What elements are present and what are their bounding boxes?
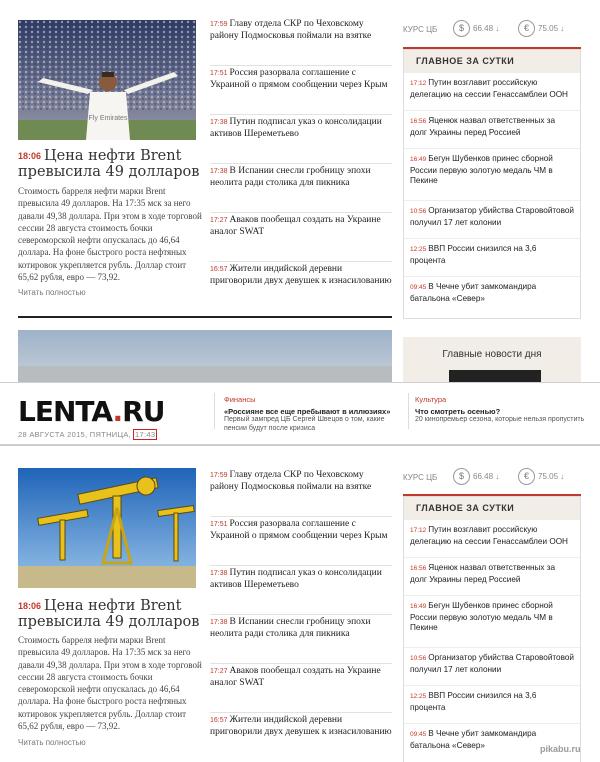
day-time: 17:12: [410, 527, 427, 534]
euro-icon: €: [518, 20, 535, 37]
day-item[interactable]: [404, 723, 580, 761]
logo-main: LENTA: [18, 395, 113, 428]
main-news-box[interactable]: [403, 337, 581, 382]
news-text[interactable]: В Испании снесли гробницу эпохи неолита ради столика для пикника: [210, 617, 371, 639]
day-time: 16:49: [410, 603, 427, 610]
exchange-rates: [403, 20, 583, 40]
pikabu-watermark: pikabu.ru: [540, 744, 581, 754]
bottom-panel: [0, 445, 600, 762]
site-logo[interactable]: [18, 395, 164, 428]
football-photo-image: [18, 20, 196, 140]
day-item[interactable]: [404, 110, 580, 148]
day-item[interactable]: [404, 685, 580, 723]
read-more-link[interactable]: Читать полностью: [18, 288, 86, 297]
feature-photo-oil-pumps[interactable]: [18, 468, 196, 588]
header-divider: [214, 393, 215, 429]
news-time: 17:38: [210, 570, 228, 577]
news-item[interactable]: [210, 566, 392, 615]
news-text[interactable]: Россия разорвала соглашение с Украиной о прямом сообщении через Крым: [210, 68, 388, 90]
day-text[interactable]: Бегун Шубенков принес сборной России первую золотую медаль ЧМ в Пекине: [410, 601, 553, 632]
news-item[interactable]: [210, 115, 392, 164]
euro-icon: €: [518, 468, 535, 485]
news-item[interactable]: [210, 213, 392, 262]
feature-title-text[interactable]: Цена нефти Brent превысила 49 долларов: [18, 598, 200, 630]
feature-headline[interactable]: [18, 148, 203, 180]
logo-tld: RU: [122, 395, 165, 428]
usd-rate: 66.48 ↓: [473, 24, 500, 33]
day-text[interactable]: В Чечне убит замкомандира батальона «Север»: [410, 282, 537, 303]
news-time: 17:51: [210, 521, 228, 528]
read-more-link[interactable]: Читать полностью: [18, 738, 86, 747]
news-time: 17:27: [210, 217, 228, 224]
day-text[interactable]: В Чечне убит замкомандира батальона «Север»: [410, 729, 537, 750]
day-time: 12:25: [410, 246, 427, 253]
promo-title[interactable]: «Россияне все еще пребывают в иллюзиях»: [224, 407, 391, 416]
day-time: 16:49: [410, 156, 427, 163]
news-text[interactable]: В Испании снесли гробницу эпохи неолита ради столика для пикника: [210, 166, 371, 188]
news-text[interactable]: Жители индийской деревни приговорили двух девушек к изнасилованию: [210, 715, 392, 737]
news-time: 17:27: [210, 668, 228, 675]
logo-dot: .: [112, 395, 123, 428]
news-list: [210, 468, 392, 762]
day-summary-heading: ГЛАВНОЕ ЗА СУТКИ: [404, 50, 580, 72]
feature-headline[interactable]: [18, 598, 203, 630]
date-text: 28 АВГУСТА 2015, ПЯТНИЦА,: [18, 430, 132, 439]
promo-title[interactable]: Что смотреть осенью?: [415, 407, 501, 416]
day-text[interactable]: Путин возглавит российскую делегацию на сессии Генассамблеи ООН: [410, 78, 568, 99]
day-time: 10:56: [410, 655, 427, 662]
day-text[interactable]: Организатор убийства Старовойтовой получил 17 лет колонии: [410, 206, 574, 227]
day-item[interactable]: [404, 276, 580, 314]
eur-rate: 75.05 ↓: [538, 24, 565, 33]
day-text[interactable]: Яценюк назвал ответственных за долг Украины перед Россией: [410, 563, 556, 584]
news-time: 17:38: [210, 119, 228, 126]
day-item[interactable]: [404, 647, 580, 685]
usd-rate: 66.48 ↓: [473, 472, 500, 481]
feature-time: 18:06: [18, 151, 42, 161]
day-item[interactable]: [404, 595, 580, 647]
main-news-subscribe-button[interactable]: [449, 370, 541, 382]
day-item[interactable]: [404, 200, 580, 238]
news-item[interactable]: [210, 468, 392, 517]
promo-desc: Первый зампред ЦБ Сергей Швецов о том, какие пенсии будут после кризиса: [224, 416, 385, 432]
day-time: 12:25: [410, 693, 427, 700]
day-text[interactable]: Яценюк назвал ответственных за долг Украины перед Россией: [410, 116, 556, 137]
content-divider: [18, 316, 392, 318]
main-news-title: Главные новости дня: [442, 349, 542, 360]
news-text[interactable]: Путин подписал указ о консолидации активов Шереметьево: [210, 568, 382, 590]
news-text[interactable]: Жители индийской деревни приговорили двух девушек к изнасилованию: [210, 264, 392, 286]
news-time: 17:51: [210, 70, 228, 77]
news-item[interactable]: [210, 17, 392, 66]
news-time: 17:38: [210, 619, 228, 626]
day-summary-box: [403, 49, 581, 319]
news-time: 16:57: [210, 717, 228, 724]
day-item[interactable]: [404, 148, 580, 200]
day-text[interactable]: ВВП России снизился на 3,6 процента: [410, 244, 537, 265]
promo-category[interactable]: Культура: [415, 395, 447, 404]
day-item[interactable]: [404, 238, 580, 276]
feature-time: 18:06: [18, 601, 42, 611]
news-item[interactable]: [210, 615, 392, 664]
news-time: 17:59: [210, 21, 228, 28]
day-item[interactable]: [404, 72, 580, 110]
news-time: 17:38: [210, 168, 228, 175]
day-item[interactable]: [404, 519, 580, 557]
news-item[interactable]: [210, 66, 392, 115]
day-time: 09:45: [410, 284, 427, 291]
day-text[interactable]: Организатор убийства Старовойтовой получил 17 лет колонии: [410, 653, 574, 674]
rates-label: КУРС ЦБ: [403, 25, 438, 34]
dollar-icon: $: [453, 20, 470, 37]
day-text[interactable]: Путин возглавит российскую делегацию на сессии Генассамблеи ООН: [410, 525, 568, 546]
news-text[interactable]: Аваков пообещал создать на Украине аналог SWAT: [210, 666, 381, 688]
exchange-rates: [403, 468, 583, 488]
news-text[interactable]: Россия разорвала соглашение с Украиной о прямом сообщении через Крым: [210, 519, 388, 541]
eur-rate: 75.05 ↓: [538, 472, 565, 481]
news-text[interactable]: Аваков пообещал создать на Украине аналог SWAT: [210, 215, 381, 237]
day-text[interactable]: Бегун Шубенков принес сборной России первую золотую медаль ЧМ в Пекине: [410, 154, 553, 185]
feature-summary: Стоимость барреля нефти марки Brent превысила 49 долларов. На 17:35 мск за него давали 49,38 доллара. При этом в ходе торговой сессии 28 августа стоимость бочки североморской нефти опускалась до 46,64 доллара. На фоне быстрого роста нефтяных котировок укрепляется рубль. Доллар стоит 65,62 рубля, евро — 73,92.: [18, 186, 202, 283]
news-item[interactable]: [210, 517, 392, 566]
news-text[interactable]: Главу отдела СКР по Чеховскому району Подмосковья поймали на взятке: [210, 470, 372, 492]
day-time: 16:56: [410, 118, 427, 125]
dollar-icon: $: [453, 468, 470, 485]
site-header: [0, 382, 600, 445]
svg-text:Fly Emirates: Fly Emirates: [88, 115, 128, 122]
day-item[interactable]: [404, 557, 580, 595]
promo-category[interactable]: Финансы: [224, 395, 256, 404]
day-time: 09:45: [410, 731, 427, 738]
promo-desc: 20 кинопремьер сезона, которые нельзя пропустить: [415, 416, 585, 423]
header-time: 17:43: [135, 430, 156, 439]
day-time: 10:56: [410, 208, 427, 215]
header-divider: [408, 393, 409, 429]
day-summary-box: [403, 496, 581, 762]
oil-pumps-image: [18, 468, 196, 588]
news-item[interactable]: [210, 164, 392, 213]
news-time: 16:57: [210, 266, 228, 273]
second-photo-sky[interactable]: [18, 330, 392, 382]
feature-summary: Стоимость барреля нефти марки Brent превысила 49 долларов. На 17:35 мск за него давали 49,38 доллара. При этом в ходе торговой сессии 28 августа стоимость бочки североморской нефти опускалась до 46,64 доллара. На фоне быстрого роста нефтяных котировок укрепляется рубль. Доллар стоит 65,62 рубля, евро — 73,92.: [18, 635, 202, 732]
feature-title-text[interactable]: Цена нефти Brent превысила 49 долларов: [18, 148, 200, 180]
news-list: [210, 17, 392, 311]
news-item[interactable]: [210, 713, 392, 762]
sky-horizon: [18, 366, 392, 382]
day-time: 16:56: [410, 565, 427, 572]
day-summary-heading: ГЛАВНОЕ ЗА СУТКИ: [404, 497, 580, 519]
header-date: [18, 429, 157, 440]
news-item[interactable]: [210, 262, 392, 311]
rates-label: КУРС ЦБ: [403, 473, 438, 482]
news-text[interactable]: Главу отдела СКР по Чеховскому району Подмосковья поймали на взятке: [210, 19, 372, 41]
news-time: 17:59: [210, 472, 228, 479]
feature-photo-football[interactable]: [18, 20, 196, 140]
day-time: 17:12: [410, 80, 427, 87]
header-promo-culture[interactable]: [415, 395, 595, 425]
header-promo-finance[interactable]: [224, 395, 404, 433]
news-item[interactable]: [210, 664, 392, 713]
day-text[interactable]: ВВП России снизился на 3,6 процента: [410, 691, 537, 712]
news-text[interactable]: Путин подписал указ о консолидации активов Шереметьево: [210, 117, 382, 139]
